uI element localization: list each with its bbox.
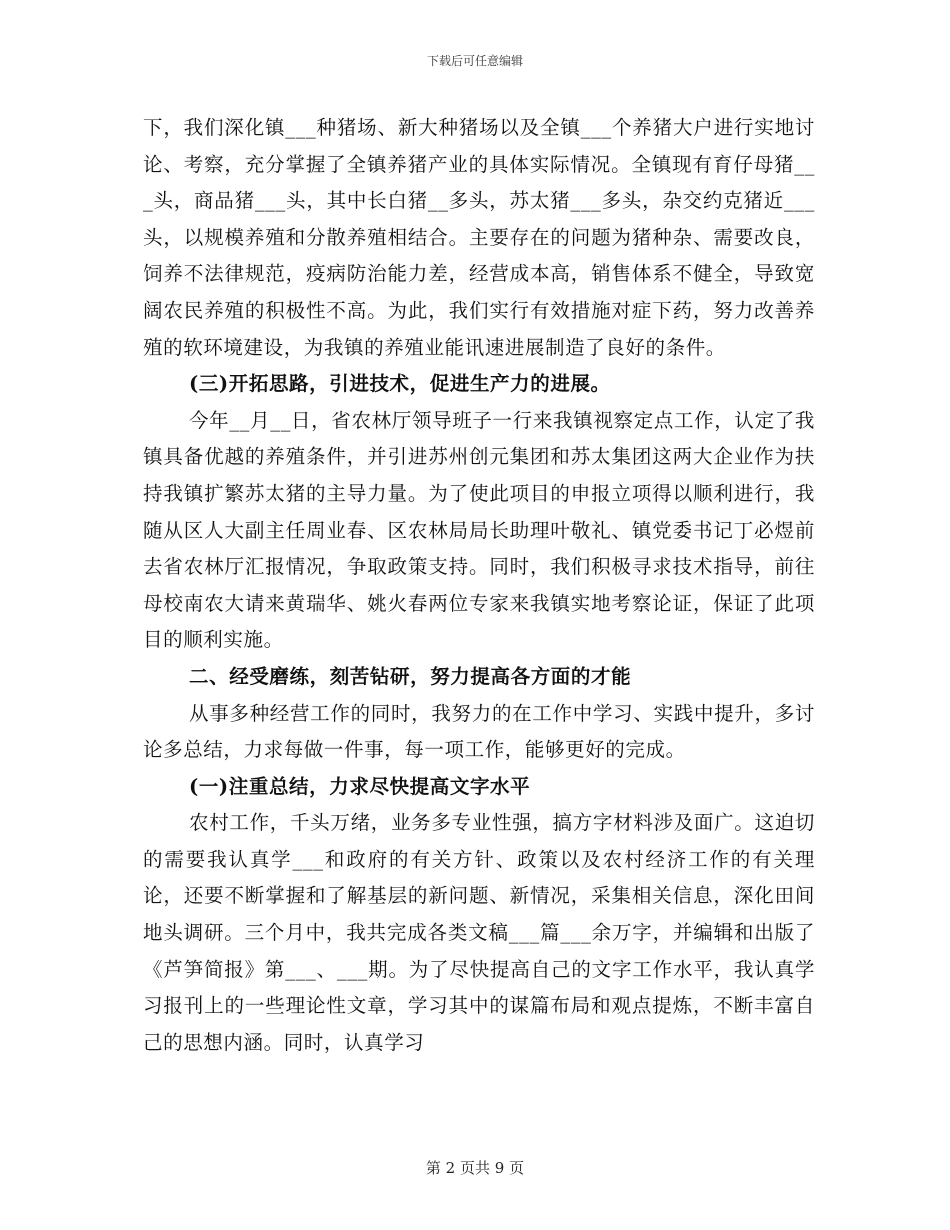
paragraph-continued: 下，我们深化镇___种猪场、新大种猪场以及全镇___个养猪大户进行实地讨论、考察，充分掌握了全镇养猪产业的具体实际情况。全镇现有育仔母猪___头，商品猪___头，其中长白猪__多头，苏太猪___多头，杂交约克猪近___头，以规模养殖和分散养殖相结合。主要存在的问题为猪种杂、需要改良，饲养不法律规范，疫病防治能力差，经营成本高，销售体系不健全，导致宽阔农民养殖的积极性不高。为此，我们实行有效措施对症下药，努力改善养殖的软环境建设，为我镇的养殖业能讯速进展制造了良好的条件。: [143, 116, 815, 359]
section-heading-3: (三)开拓思路，引进技术，促进生产力的进展。: [189, 372, 611, 396]
page-header: 下载后可任意编辑: [426, 54, 523, 68]
section-heading-2: 二、经受磨练，刻苦钻研，努力提高各方面的才能: [189, 664, 632, 688]
document-body: [143, 110, 815, 1061]
paragraph: 今年__月__日，省农林厅领导班子一行来我镇视察定点工作，认定了我镇具备优越的养殖条件，并引进苏州创元集团和苏太集团这两大企业作为扶持我镇扩繁苏太猪的主导力量。为了使此项目的申报立项得以顺利进行，我随从区人大副主任周业春、区农林局局长助理叶敬礼、镇党委书记丁必煜前去省农林厅汇报情况，争取政策支持。同时，我们积极寻求技术指导，前往母校南农大请来黄瑞华、姚火春两位专家来我镇实地考察论证，保证了此项目的顺利实施。: [143, 408, 815, 652]
page-footer: 第 2 页共 9 页: [425, 1159, 525, 1177]
paragraph: 农村工作，千头万绪，业务多专业性强，搞方字材料涉及面广。这迫切的需要我认真学___和政府的有关方针、政策以及农村经济工作的有关理论，还要不断掌握和了解基层的新问题、新情况，采集相关信息，深化田间地头调研。三个月中，我共完成各类文稿___篇___余万字，并编辑和出版了《芦笋简报》第___、___期。为了尽快提高自己的文字工作水平，我认真学习报刊上的一些理论性文章，学习其中的谋篇布局和观点提炼，不断丰富自己的思想内涵。同时，认真学习: [143, 811, 815, 1054]
subsection-heading-1: (一)注重总结，力求尽快提高文字水平: [189, 774, 531, 798]
paragraph: 从事多种经营工作的同时，我努力的在工作中学习、实践中提升，多讨论多总结，力求每做一件事，每一项工作，能够更好的完成。: [143, 701, 815, 762]
